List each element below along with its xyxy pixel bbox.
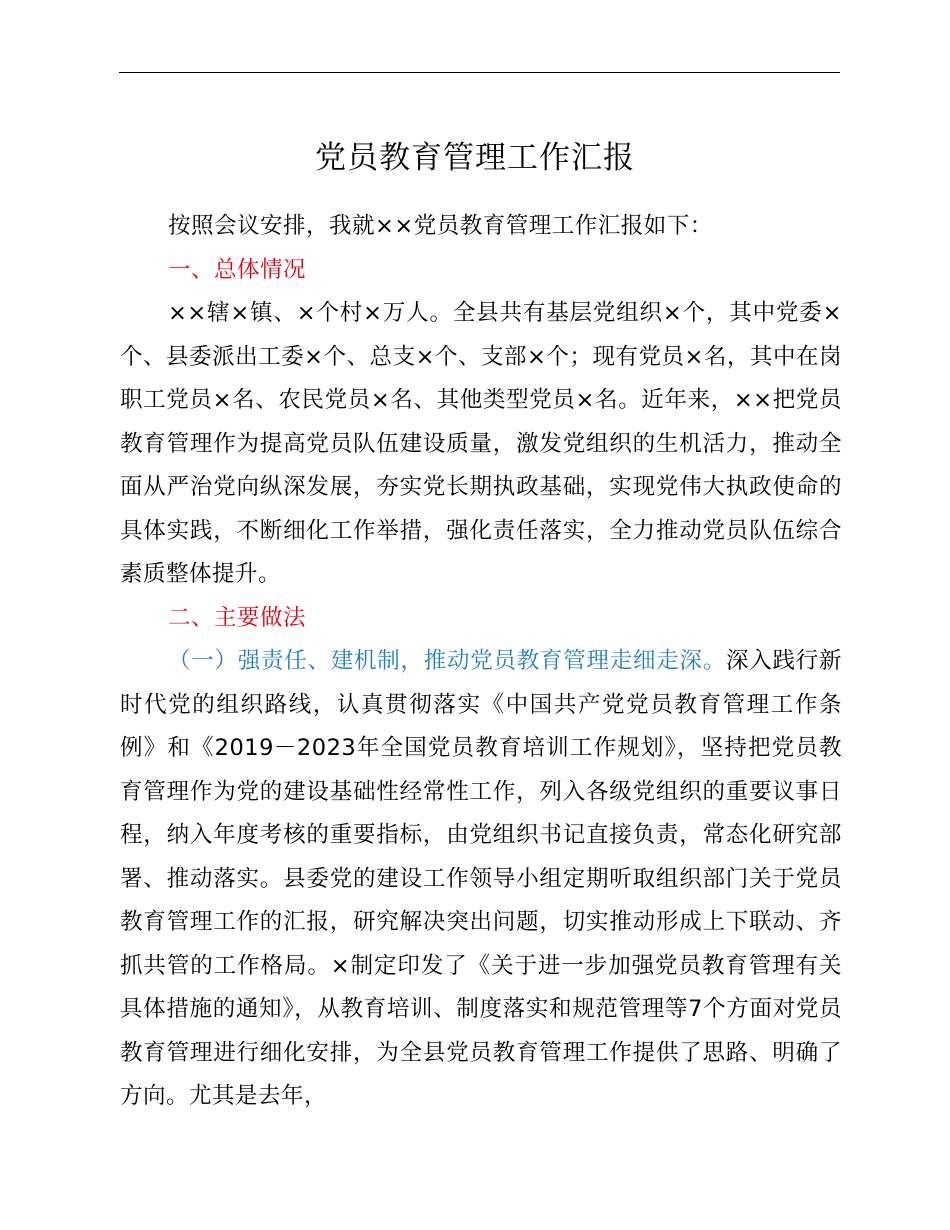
practices-paragraph — [120, 640, 842, 1119]
subsection-text: 深入践行新时代党的组织路线，认真贯彻落实《中国共产党党员教育管理工作条例》和《2019－2023年全国党员教育培训工作规划》，坚持把党员教育管理作为党的建设基础性经常性工作，列入各级党组织的重要议事日程，纳入年度考核的重要指标，由党组织书记直接负责，常态化研究部署、推动落实。县委党的建设工作领导小组定期听取组织部门关于党员教育管理工作的汇报，研究解决突出问题，切实推动形成上下联动、齐抓共管的工作格局。×制定印发了《关于进一步加强党员教育管理有关具体措施的通知》，从教育培训、制度落实和规范管理等7个方面对党员教育管理进行细化安排，为全县党员教育管理工作提供了思路、明确了方向。尤其是去年， — [120, 648, 842, 1109]
overview-paragraph: ××辖×镇、×个村×万人。全县共有基层党组织×个，其中党委×个、县委派出工委×个、总支×个、支部×个；现有党员×名，其中在岗职工党员×名、农民党员×名、其他类型党员×名。近年来，××把党员教育管理作为提高党员队伍建设质量，激发党组织的生机活力，推动全面从严治党向纵深发展，夯实党长期执政基础，实现党伟大执政使命的具体实践，不断细化工作举措，强化责任落实，全力推动党员队伍综合素质整体提升。 — [120, 300, 842, 587]
section-heading-practices: 二、主要做法 — [168, 604, 307, 631]
intro-paragraph: 按照会议安排，我就××党员教育管理工作汇报如下： — [168, 213, 713, 239]
subsection-heading: （一）强责任、建机制，推动党员教育管理走细走深。 — [168, 648, 726, 674]
header-rule — [119, 72, 840, 73]
document-title: 党员教育管理工作汇报 — [315, 140, 635, 176]
document-body — [120, 205, 842, 1119]
section-heading-overview: 一、总体情况 — [168, 256, 307, 283]
